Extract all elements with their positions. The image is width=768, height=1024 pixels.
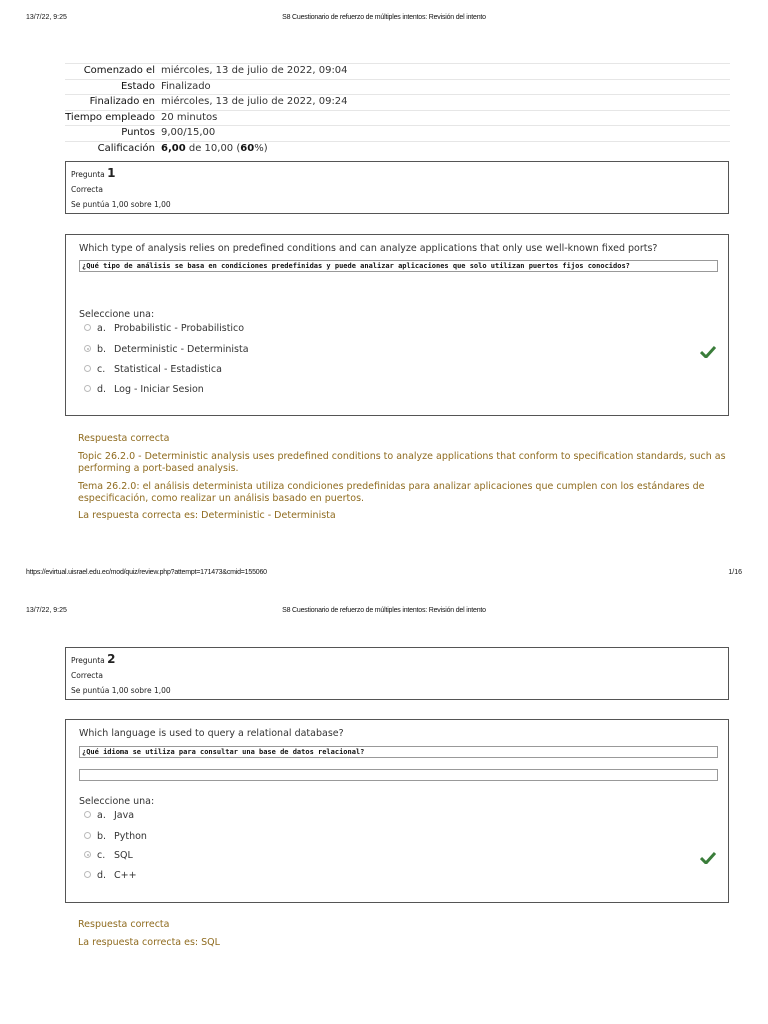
option-text: Java [114, 810, 135, 821]
option-letter: a. [97, 810, 106, 821]
option-text: C++ [114, 870, 137, 881]
check-icon [700, 852, 716, 864]
correct-answer: La respuesta correcta es: Deterministic - Determinista [78, 510, 336, 521]
option-letter: d. [97, 870, 107, 881]
option-d[interactable] [84, 869, 137, 883]
summary-key: Comenzado el [83, 65, 155, 76]
question-points: Se puntúa 1,00 sobre 1,00 [71, 686, 171, 695]
option-text: Python [114, 831, 147, 842]
summary-value: Finalizado [161, 80, 211, 92]
print-date: 13/7/22, 9:25 [26, 14, 67, 21]
feedback-es: Tema 26.2.0: el análisis determinista utiliza condiciones predefinidas para analizar aplicaciones que cumplen con los estándares de especificación, como realizar un análisis basado en puertos. [78, 481, 705, 504]
grade-value [161, 142, 268, 157]
question-number: 2 [107, 652, 116, 666]
page-header [0, 607, 768, 619]
option-c[interactable] [84, 849, 133, 863]
option-text: SQL [114, 850, 133, 861]
option-b[interactable] [84, 343, 249, 357]
page-url: https://evirtual.uisrael.edu.ec/mod/quiz/review.php?attempt=171473&cmid=155060 [26, 569, 267, 576]
summary-key: Tiempo empleado [65, 111, 155, 123]
summary-key: Estado [120, 80, 155, 92]
page-title: S8 Cuestionario de refuerzo de múltiples intentos: Revisión del intento [282, 607, 486, 614]
summary-row-points [65, 125, 730, 141]
option-letter: c. [97, 364, 106, 375]
summary-key: Finalizado en [89, 96, 155, 107]
radio-icon[interactable] [84, 871, 91, 878]
question-label: Pregunta [71, 656, 105, 665]
grade-score: 6,00 [161, 142, 186, 154]
feedback-title: Respuesta correcta [78, 919, 170, 930]
option-text: Probabilistic - Probabilistico [114, 323, 245, 334]
check-icon [700, 346, 716, 358]
question-label: Pregunta [71, 170, 105, 179]
page-title: S8 Cuestionario de refuerzo de múltiples intentos: Revisión del intento [282, 14, 486, 21]
option-text: Log - Iniciar Sesion [114, 384, 204, 395]
radio-icon[interactable] [84, 385, 91, 392]
option-a[interactable] [84, 322, 244, 336]
option-letter: c. [97, 850, 106, 861]
page-number: 1/16 [728, 569, 742, 576]
question-translation: ¿Qué idioma se utiliza para consultar una base de datos relacional? [79, 746, 718, 758]
option-letter: d. [97, 384, 107, 395]
question-points: Se puntúa 1,00 sobre 1,00 [71, 200, 171, 209]
print-date: 13/7/22, 9:25 [26, 607, 67, 614]
option-a[interactable] [84, 809, 134, 823]
radio-icon[interactable] [84, 811, 91, 818]
summary-value: 20 minutos [161, 111, 218, 123]
summary-key: Puntos [121, 127, 155, 138]
radio-checked-icon[interactable] [84, 345, 91, 352]
option-text: Deterministic - Determinista [114, 344, 249, 355]
question-1-info [65, 161, 729, 214]
question-2-content [65, 719, 729, 903]
question-translation: ¿Qué tipo de análisis se basa en condiciones predefinidas y puede analizar aplicaciones que solo utilizan puertos fijos conocidos? [79, 260, 718, 272]
question-text: Which type of analysis relies on predefined conditions and can analyze applications that only use well-known fixed ports? [79, 243, 658, 254]
summary-row-grade [65, 141, 730, 157]
summary-value: miércoles, 13 de julio de 2022, 09:04 [161, 65, 348, 76]
summary-value: 9,00/15,00 [161, 127, 216, 138]
option-b[interactable] [84, 830, 147, 844]
summary-row-finished [65, 94, 730, 110]
radio-icon[interactable] [84, 324, 91, 331]
question-1-content [65, 234, 729, 416]
question-status: Correcta [71, 185, 103, 194]
option-letter: b. [97, 344, 107, 355]
option-c[interactable] [84, 363, 222, 377]
question-text: Which language is used to query a relational database? [79, 728, 344, 739]
attempt-summary [65, 63, 730, 156]
select-one-label: Seleccione una: [79, 796, 155, 807]
option-text: Statistical - Estadistica [114, 364, 222, 375]
question-2-info [65, 647, 729, 700]
feedback-title: Respuesta correcta [78, 433, 170, 444]
page-header [0, 14, 768, 26]
summary-key: Calificación [97, 142, 155, 154]
select-one-label: Seleccione una: [79, 309, 155, 320]
summary-value: miércoles, 13 de julio de 2022, 09:24 [161, 96, 348, 107]
option-d[interactable] [84, 383, 204, 397]
grade-close: %) [254, 142, 268, 154]
question-number: 1 [107, 166, 116, 180]
grade-of: de 10,00 ( [185, 142, 241, 154]
option-letter: b. [97, 831, 107, 842]
radio-icon[interactable] [84, 832, 91, 839]
option-letter: a. [97, 323, 106, 334]
grade-percent: 60 [240, 142, 255, 154]
summary-row-started [65, 63, 730, 79]
empty-text-box [79, 769, 718, 781]
radio-checked-icon[interactable] [84, 851, 91, 858]
correct-answer: La respuesta correcta es: SQL [78, 937, 220, 948]
radio-icon[interactable] [84, 365, 91, 372]
feedback-en: Topic 26.2.0 - Deterministic analysis uses predefined conditions to analyze applications that conform to specification standards, such as performing a port-based analysis. [78, 451, 726, 474]
summary-row-time [65, 110, 730, 126]
question-status: Correcta [71, 671, 103, 680]
page-footer [0, 569, 768, 581]
summary-row-state [65, 79, 730, 95]
